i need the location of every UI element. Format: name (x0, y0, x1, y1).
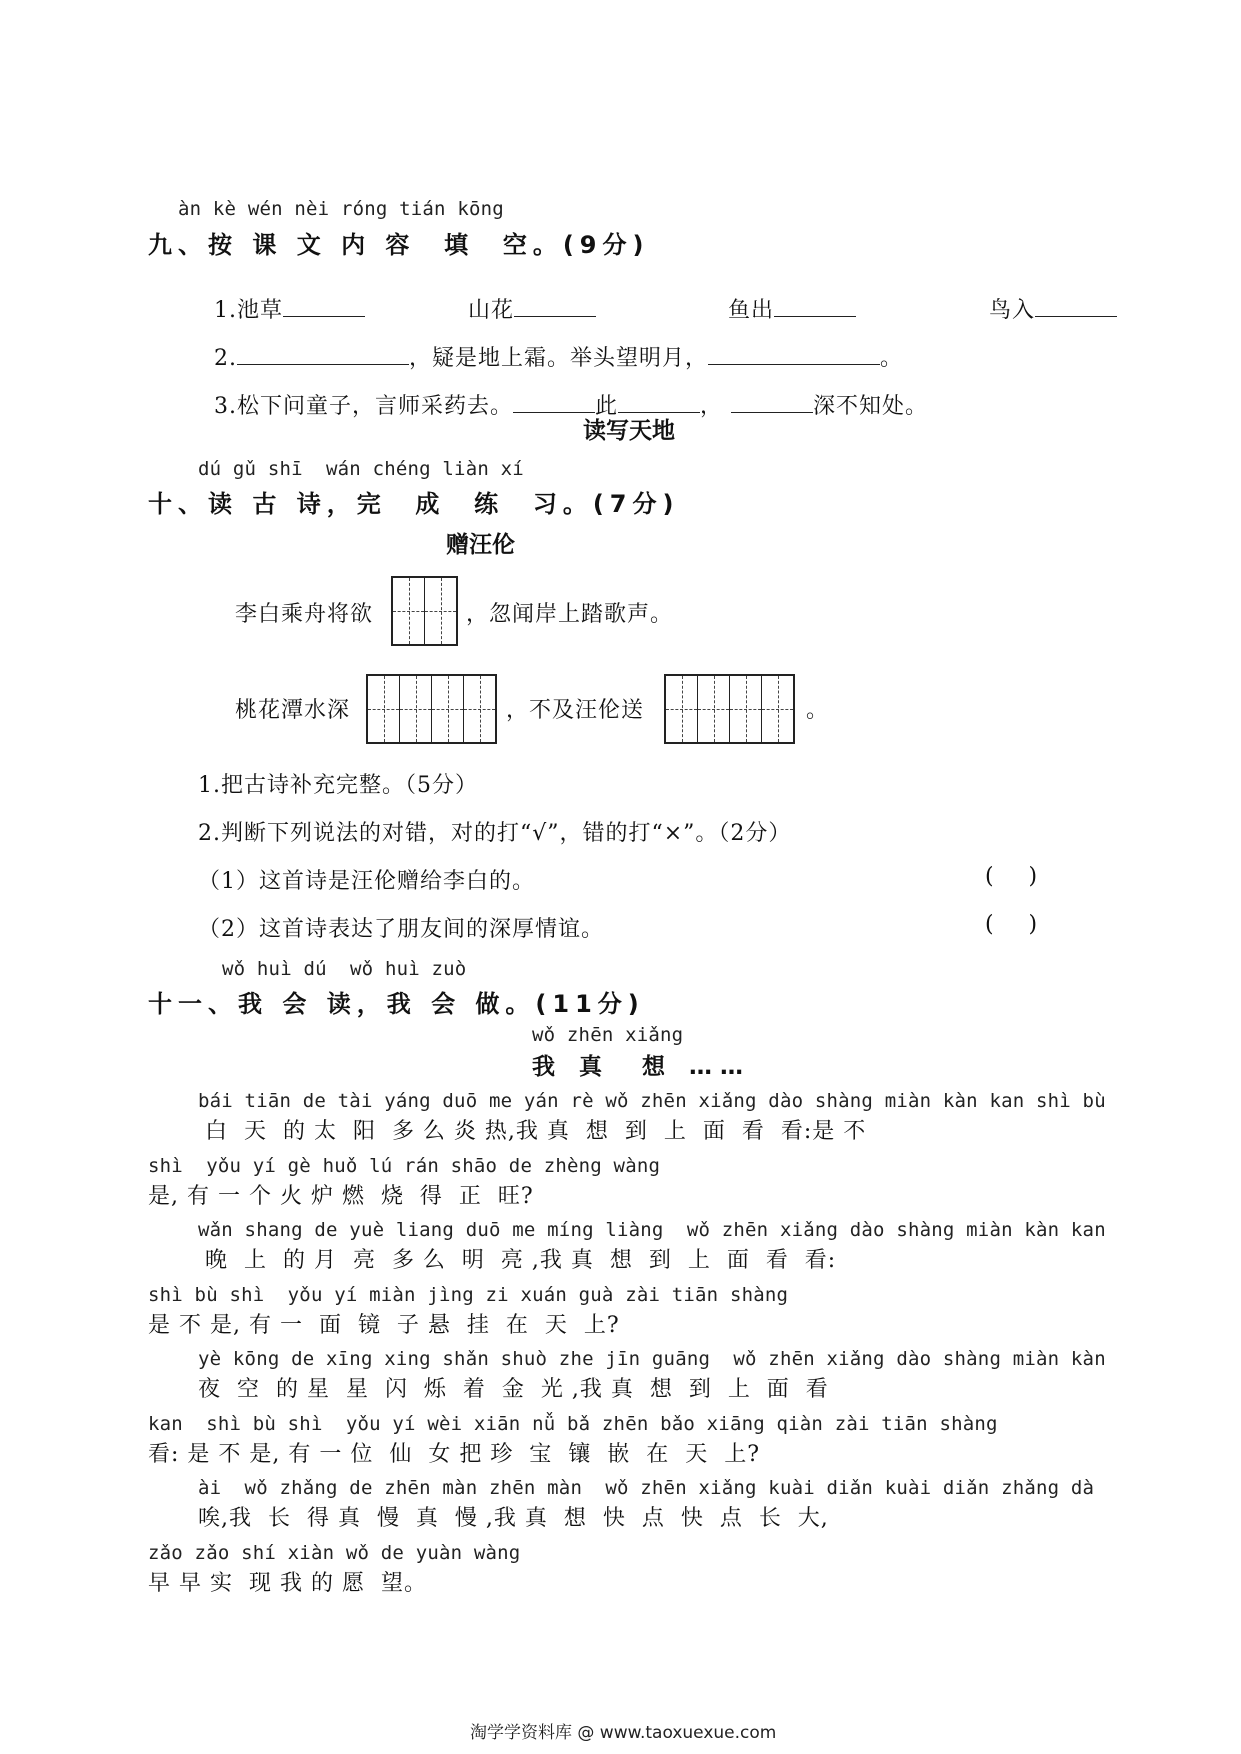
story-line-text: 早 早 实 现 我 的 愿 望。 (148, 1571, 427, 1596)
grid-cell[interactable] (368, 676, 400, 742)
judge-2: （2）这首诗表达了朋友间的深厚情谊。 (198, 917, 604, 942)
section9-title: 九、按 课 文 内 容 填 空。(9分) (148, 231, 650, 259)
grid-cell[interactable] (698, 676, 730, 742)
q9-1-item-4: 鸟入 (973, 268, 1117, 324)
grid-cell[interactable] (464, 676, 495, 742)
poem-line1-before: 李白乘舟将欲 (235, 602, 374, 627)
answer-paren[interactable]: ( ) (985, 912, 1038, 937)
section11-pinyin: wǒ huì dú wǒ huì zuò (222, 958, 467, 980)
section10-title: 十、读 古 诗，完 成 练 习。(7分) (148, 490, 680, 518)
q10-2: 2.判断下列说法的对错，对的打“√”，错的打“×”。（2分） (198, 821, 792, 846)
story-line-pinyin: yè kōng de xīng xing shǎn shuò zhe jīn guāng wǒ zhēn xiǎng dào shàng miàn kàn (198, 1348, 1106, 1370)
grid-cell[interactable] (762, 676, 793, 742)
story-line-pinyin: shì bù shì yǒu yí miàn jìng zi xuán guà zài tiān shàng (148, 1284, 789, 1306)
story-title: 我 真 想 …… (532, 1054, 752, 1080)
section10-pinyin: dú gǔ shī wán chéng liàn xí (198, 458, 524, 480)
poem-title: 赠汪伦 (446, 532, 515, 558)
story-line-pinyin: zǎo zǎo shí xiàn wǒ de yuàn wàng (148, 1542, 521, 1564)
judge-1: （1）这首诗是汪伦赠给李白的。 (198, 869, 535, 894)
story-line-text: 是, 有 一 个 火 炉 燃 烧 得 正 旺? (148, 1184, 534, 1209)
grid-cell[interactable] (730, 676, 762, 742)
story-line-text: 夜 空 的 星 星 闪 烁 着 金 光 ,我 真 想 到 上 面 看 (198, 1377, 829, 1402)
story-line-pinyin: bái tiān de tài yáng duō me yán rè wǒ zhēn xiǎng dào shàng miàn kàn kan shì bù (198, 1090, 1106, 1112)
q9-3: 3.松下问童子，言师采药去。 此 ， 深不知处。 (214, 394, 929, 419)
grid-cell[interactable] (393, 578, 425, 644)
story-title-pinyin: wǒ zhēn xiǎng (532, 1024, 684, 1046)
q9-2: 2. ，疑是地上霜。举头望明月， 。 (214, 346, 904, 371)
story-line-pinyin: wǎn shang de yuè liang duō me míng liàng wǒ zhēn xiǎng dào shàng miàn kàn kan (198, 1219, 1106, 1241)
q9-1-item-2: 山花 (452, 268, 596, 324)
grid-cell[interactable] (400, 676, 432, 742)
answer-blank[interactable] (1035, 315, 1117, 317)
answer-paren[interactable]: ( ) (985, 864, 1038, 889)
section11-title: 十一、我 会 读，我 会 做。(11分) (148, 990, 645, 1018)
writing-grid[interactable] (664, 674, 795, 744)
story-line-text: 是 不 是, 有 一 面 镜 子 悬 挂 在 天 上? (148, 1313, 620, 1338)
story-line-text: 看: 是 不 是, 有 一 位 仙 女 把 珍 宝 镶 嵌 在 天 上? (148, 1442, 761, 1467)
story-line-text: 晚 上 的 月 亮 多 么 明 亮 ,我 真 想 到 上 面 看 看: (205, 1248, 837, 1273)
poem-line2-before: 桃花潭水深 (235, 698, 351, 723)
q10-1: 1.把古诗补充完整。（5分） (198, 773, 478, 798)
story-line-pinyin: shì yǒu yí gè huǒ lú rán shāo de zhèng wàng (148, 1155, 661, 1177)
section9-pinyin: àn kè wén nèi róng tián kōng (178, 198, 504, 220)
grid-cell[interactable] (425, 578, 456, 644)
story-line-text: 唉,我 长 得 真 慢 真 慢 ,我 真 想 快 点 快 点 长 大, (198, 1506, 829, 1531)
poem-line2-end: 。 (806, 698, 830, 723)
poem-line2-mid: ，不及汪伦送 (506, 698, 645, 723)
story-line-pinyin: ài wǒ zhǎng de zhēn màn zhēn màn wǒ zhēn xiǎng kuài diǎn kuài diǎn zhǎng dà (198, 1477, 1095, 1499)
q9-1-item-1: 1.池草 (198, 268, 365, 324)
answer-blank[interactable] (731, 411, 813, 413)
writing-grid[interactable] (366, 674, 497, 744)
q9-1-item-3: 鱼出 (712, 268, 856, 324)
story-line-pinyin: kan shì bù shì yǒu yí wèi xiān nǚ bǎ zhēn bǎo xiāng qiàn zài tiān shàng (148, 1413, 998, 1435)
grid-cell[interactable] (432, 676, 464, 742)
story-line-text: 白 天 的 太 阳 多 么 炎 热,我 真 想 到 上 面 看 看:是 不 (205, 1119, 867, 1144)
footer-watermark: 淘学学资料库 @ www.taoxuexue.com (470, 1723, 777, 1743)
poem-line1-after: ，忽闻岸上踏歌声。 (466, 602, 674, 627)
writing-grid[interactable] (391, 576, 458, 646)
grid-cell[interactable] (666, 676, 698, 742)
section-banner: 读写天地 (583, 418, 675, 444)
